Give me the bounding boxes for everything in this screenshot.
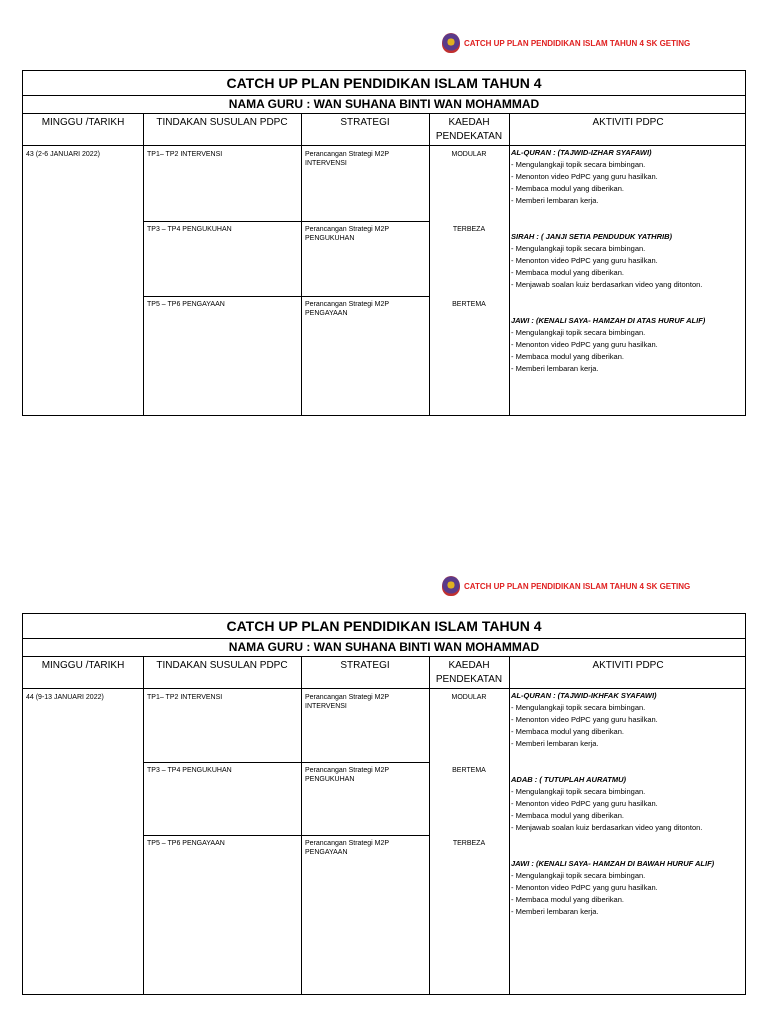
strategi-cell: Perancangan Strategi M2P PENGAYAAN [305, 840, 389, 856]
aktiviti-item: - Menjawab soalan kuiz berdasarkan video yang ditonton. [511, 280, 703, 289]
tindakan-cell: TP5 – TP6 PENGAYAAN [147, 301, 225, 308]
aktiviti-item: - Menonton video PdPC yang guru hasilkan. [511, 799, 658, 808]
aktiviti-item: - Membaca modul yang diberikan. [511, 811, 624, 820]
header-text: CATCH UP PLAN PENDIDIKAN ISLAM TAHUN 4 SK GETING [464, 38, 691, 48]
aktiviti-heading: AL-QURAN : (TAJWID-IZHAR SYAFAWI) [511, 148, 652, 157]
strategi-cell: Perancangan Strategi M2P INTERVENSI [305, 151, 389, 167]
divider [143, 296, 429, 297]
plan-table [22, 613, 746, 995]
tindakan-cell: TP3 – TP4 PENGUKUHAN [147, 226, 232, 233]
aktiviti-heading: SIRAH : ( JANJI SETIA PENDUDUK YATHRIB) [511, 232, 672, 241]
school-header [442, 576, 690, 596]
aktiviti-item: - Memberi lembaran kerja. [511, 364, 599, 373]
aktiviti-item: - Membaca modul yang diberikan. [511, 268, 624, 277]
column-header: TINDAKAN SUSULAN PDPC [156, 117, 288, 128]
strategi-cell: Perancangan Strategi M2P PENGAYAAN [305, 301, 389, 317]
aktiviti-item: - Mengulangkaji topik secara bimbingan. [511, 244, 646, 253]
school-logo-icon [442, 33, 460, 53]
aktiviti-item: - Mengulangkaji topik secara bimbingan. [511, 703, 646, 712]
minggu-cell: 44 (9-13 JANUARI 2022) [26, 694, 104, 701]
aktiviti-item: - Memberi lembaran kerja. [511, 739, 599, 748]
aktiviti-item: - Mengulangkaji topik secara bimbingan. [511, 871, 646, 880]
divider [301, 114, 302, 415]
table-title: CATCH UP PLAN PENDIDIKAN ISLAM TAHUN 4 [23, 71, 745, 96]
header-text: CATCH UP PLAN PENDIDIKAN ISLAM TAHUN 4 SK GETING [464, 581, 691, 591]
aktiviti-item: - Membaca modul yang diberikan. [511, 895, 624, 904]
tindakan-cell: TP5 – TP6 PENGAYAAN [147, 840, 225, 847]
divider [429, 114, 430, 415]
kaedah-cell: TERBEZA [452, 840, 486, 847]
tindakan-cell: TP1– TP2 INTERVENSI [147, 694, 223, 701]
aktiviti-item: - Mengulangkaji topik secara bimbingan. [511, 787, 646, 796]
column-header: TINDAKAN SUSULAN PDPC [156, 660, 288, 671]
column-header: MINGGU /TARIKH [41, 660, 125, 671]
divider [143, 762, 429, 763]
table-title: CATCH UP PLAN PENDIDIKAN ISLAM TAHUN 4 [23, 614, 745, 639]
school-logo-icon [442, 576, 460, 596]
school-header [442, 33, 690, 53]
aktiviti-item: - Membaca modul yang diberikan. [511, 727, 624, 736]
kaedah-cell: MODULAR [451, 151, 487, 158]
divider [429, 657, 430, 994]
aktiviti-item: - Menjawab soalan kuiz berdasarkan video yang ditonton. [511, 823, 703, 832]
aktiviti-item: - Membaca modul yang diberikan. [511, 184, 624, 193]
aktiviti-item: - Mengulangkaji topik secara bimbingan. [511, 328, 646, 337]
divider [143, 835, 429, 836]
kaedah-cell: TERBEZA [452, 226, 486, 233]
aktiviti-heading: AL-QURAN : (TAJWID-IKHFAK SYAFAWI) [511, 691, 657, 700]
column-header: STRATEGI [340, 117, 390, 128]
strategi-cell: Perancangan Strategi M2P PENGUKUHAN [305, 226, 389, 242]
teacher-name: NAMA GURU : WAN SUHANA BINTI WAN MOHAMMAD [23, 96, 745, 114]
aktiviti-item: - Mengulangkaji topik secara bimbingan. [511, 160, 646, 169]
aktiviti-item: - Menonton video PdPC yang guru hasilkan. [511, 715, 658, 724]
divider [509, 657, 510, 994]
divider [301, 657, 302, 994]
divider [143, 657, 144, 994]
teacher-name: NAMA GURU : WAN SUHANA BINTI WAN MOHAMMAD [23, 639, 745, 657]
aktiviti-item: - Menonton video PdPC yang guru hasilkan. [511, 883, 658, 892]
strategi-cell: Perancangan Strategi M2P INTERVENSI [305, 694, 389, 710]
column-header: STRATEGI [340, 660, 390, 671]
tindakan-cell: TP1– TP2 INTERVENSI [147, 151, 223, 158]
aktiviti-heading: JAWI : (KENALI SAYA- HAMZAH DI BAWAH HURUF ALIF) [511, 859, 715, 868]
minggu-cell: 43 (2-6 JANUARI 2022) [26, 151, 100, 158]
divider [509, 114, 510, 415]
kaedah-cell: BERTEMA [452, 767, 486, 774]
column-header: AKTIVITI PDPC [592, 117, 664, 128]
aktiviti-item: - Menonton video PdPC yang guru hasilkan. [511, 256, 658, 265]
tindakan-cell: TP3 – TP4 PENGUKUHAN [147, 767, 232, 774]
column-header: KAEDAH PENDEKATAN [435, 660, 503, 685]
aktiviti-item: - Memberi lembaran kerja. [511, 196, 599, 205]
column-header: KAEDAH PENDEKATAN [435, 117, 503, 142]
column-header: MINGGU /TARIKH [41, 117, 125, 128]
kaedah-cell: MODULAR [451, 694, 487, 701]
aktiviti-heading: JAWI : (KENALI SAYA- HAMZAH DI ATAS HURUF ALIF) [511, 316, 706, 325]
aktiviti-item: - Menonton video PdPC yang guru hasilkan. [511, 172, 658, 181]
aktiviti-item: - Membaca modul yang diberikan. [511, 352, 624, 361]
aktiviti-cell [511, 147, 741, 375]
kaedah-cell: BERTEMA [452, 301, 486, 308]
aktiviti-heading: ADAB : ( TUTUPLAH AURATMU) [511, 775, 626, 784]
divider [143, 114, 144, 415]
aktiviti-item: - Menonton video PdPC yang guru hasilkan. [511, 340, 658, 349]
aktiviti-cell [511, 690, 741, 918]
strategi-cell: Perancangan Strategi M2P PENGUKUHAN [305, 767, 389, 783]
divider [143, 221, 429, 222]
column-header: AKTIVITI PDPC [592, 660, 664, 671]
aktiviti-item: - Memberi lembaran kerja. [511, 907, 599, 916]
plan-table [22, 70, 746, 416]
